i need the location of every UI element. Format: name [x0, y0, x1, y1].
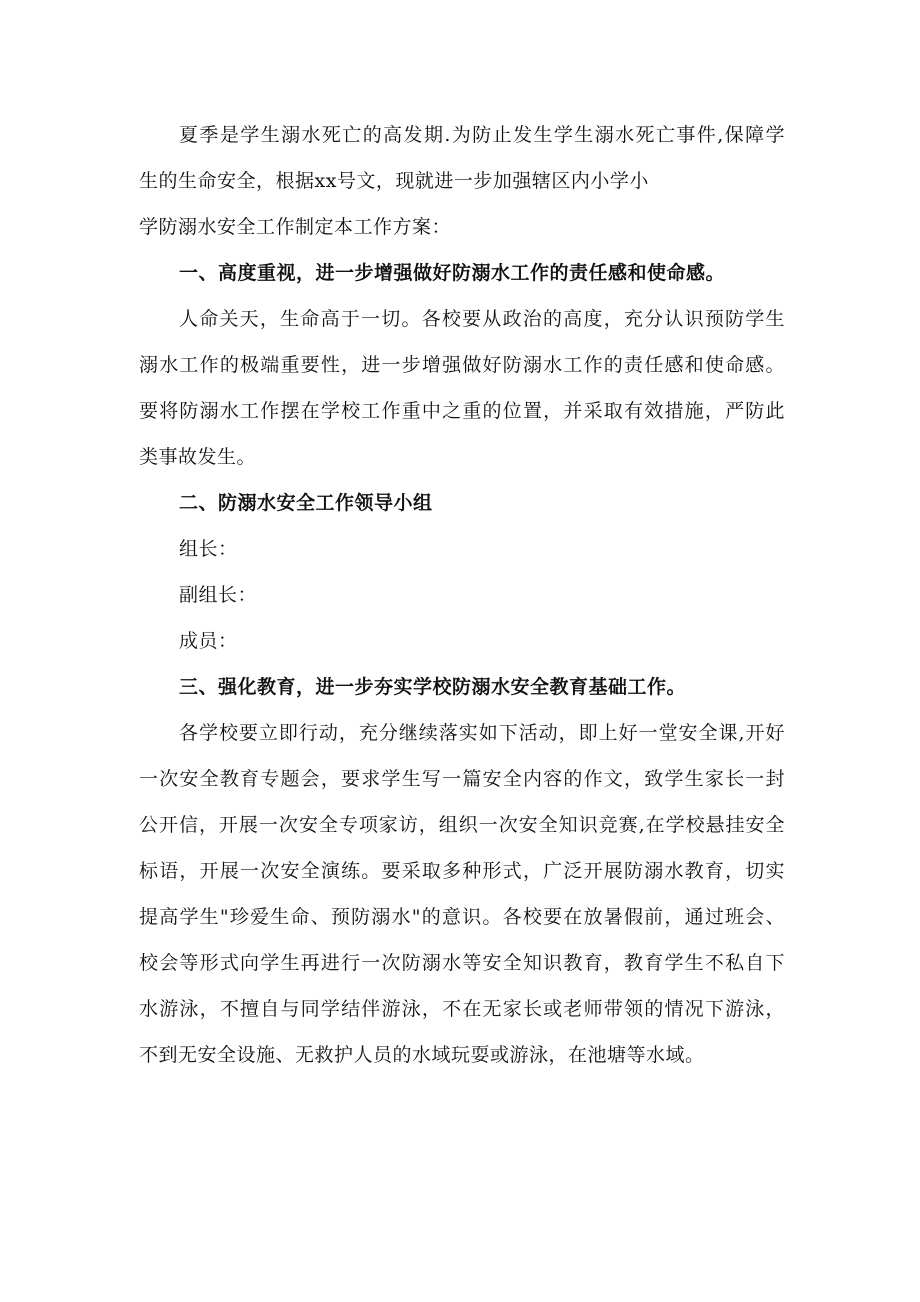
intro-line-2: 生的生命安全，根据xx号文，现就进一步加强辖区内小学小: [139, 170, 649, 192]
section-3-paragraph: [139, 710, 785, 1078]
section-3-line-7: 水游泳，不擅自与同学结伴游泳，不在无家长或老师带领的情况下游泳，: [139, 998, 785, 1020]
section-3-line-3: 公开信，开展一次安全专项家访，组织一次安全知识竞赛,在学校悬挂安全: [139, 814, 785, 836]
intro-line-3: 学防溺水安全工作制定本工作方案：: [139, 216, 452, 238]
section-3-line-2: 一次安全教育专题会，要求学生写一篇安全内容的作文，致学生家长一封: [139, 768, 785, 790]
document-body: [139, 112, 785, 1078]
section-1-line-1: 人命关天，生命高于一切。各校要从政治的高度，充分认识预防学生: [179, 308, 785, 330]
section-3-line-8: 不到无安全设施、无救护人员的水域玩耍或游泳，在池塘等水域。: [139, 1044, 705, 1066]
intro-line-1: 夏季是学生溺水死亡的高发期.为防止发生学生溺水死亡事件,保障学: [179, 124, 785, 146]
section-1-line-4: 类事故发生。: [139, 446, 257, 468]
section-1-paragraph: [139, 296, 785, 480]
section-3-heading: 三、强化教育，进一步夯实学校防溺水安全教育基础工作。: [179, 676, 687, 698]
section-3-line-5: 提高学生"珍爱生命、预防溺水"的意识。各校要在放暑假前，通过班会、: [139, 906, 785, 928]
intro-paragraph: [139, 112, 785, 250]
section-1-heading: 一、高度重视，进一步增强做好防溺水工作的责任感和使命感。: [179, 262, 726, 284]
section-3-line-1: 各学校要立即行动，充分继续落实如下活动，即上好一堂安全课,开好: [179, 722, 785, 744]
deputy-leader-label: 副组长：: [179, 584, 258, 606]
section-1-line-3: 要将防溺水工作摆在学校工作重中之重的位置，并采取有效措施，严防此: [139, 400, 785, 422]
members-label: 成员：: [179, 630, 238, 652]
leader-label: 组长：: [179, 538, 238, 560]
section-3-line-6: 校会等形式向学生再进行一次防溺水等安全知识教育，教育学生不私自下: [139, 952, 785, 974]
section-2-heading: 二、防溺水安全工作领导小组: [179, 492, 433, 514]
section-1-line-2: 溺水工作的极端重要性，进一步增强做好防溺水工作的责任感和使命感。: [139, 354, 785, 376]
section-3-line-4: 标语，开展一次安全演练。要采取多种形式，广泛开展防溺水教育，切实: [139, 860, 785, 882]
